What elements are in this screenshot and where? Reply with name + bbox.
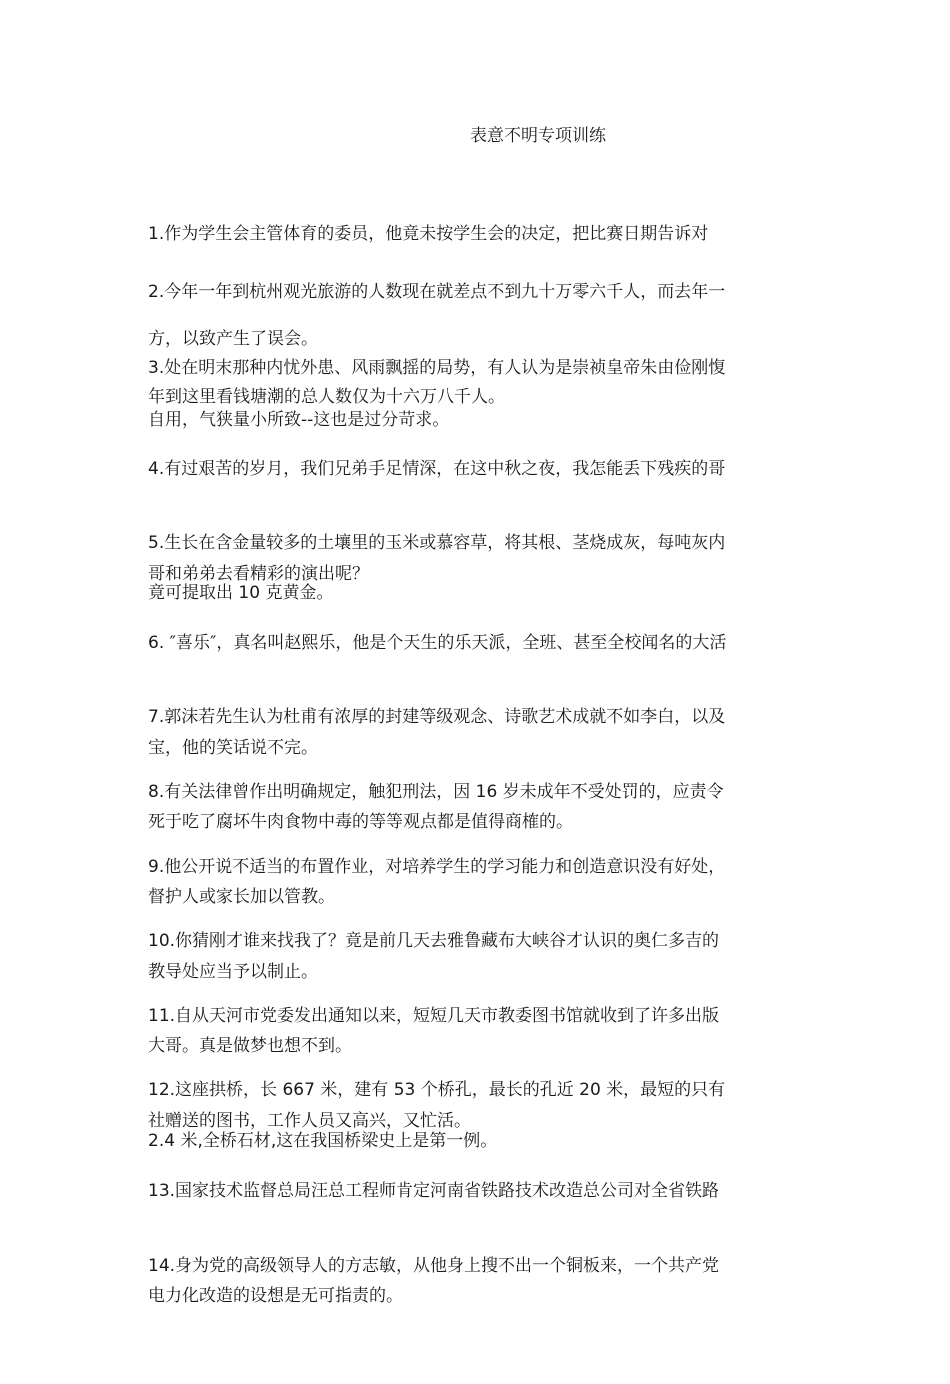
question-12-line-1: 12.这座拱桥，长 667 米，建有 53 个桥孔，最长的孔近 20 米，最短的只有 — [148, 1080, 726, 1100]
question-13-line-1: 13.国家技术监督总局汪总工程师肯定河南省铁路技术改造总公司对全省铁路 — [148, 1181, 720, 1201]
question-12-line-2: 2.4 米,全桥石材,这在我国桥梁史上是第一例。 — [148, 1131, 498, 1151]
question-3-line-2: 自用，气狭量小所致--这也是过分苛求。 — [148, 410, 450, 430]
question-1-line-1: 1.作为学生会主管体育的委员，他竟未按学生会的决定，把比赛日期告诉对 — [148, 224, 709, 244]
question-7-line-2: 死于吃了腐坏牛肉食物中毒的等等观点都是值得商榷的。 — [148, 812, 573, 832]
question-8-line-2: 督护人或家长加以管教。 — [148, 887, 335, 907]
question-9-line-1: 9.他公开说不适当的布置作业，对培养学生的学习能力和创造意识没有好处， — [148, 857, 726, 877]
question-4-line-1: 4.有过艰苦的岁月，我们兄弟手足情深，在这中秋之夜，我怎能丢下残疾的哥 — [148, 459, 726, 479]
question-2-line-2: 年到这里看钱塘潮的总人数仅为十六万八千人。 — [148, 387, 505, 407]
question-10-line-2: 大哥。真是做梦也想不到。 — [148, 1036, 352, 1056]
question-5-line-1: 5.生长在含金量较多的土壤里的玉米或慕容草，将其根、茎烧成灰，每吨灰内 — [148, 533, 726, 553]
question-11-line-1: 11.自从天河市党委发出通知以来，短短几天市教委图书馆就收到了许多出版 — [148, 1006, 720, 1026]
question-2-line-1: 2.今年一年到杭州观光旅游的人数现在就差点不到九十万零六千人，而去年一 — [148, 282, 726, 302]
document-title: 表意不明专项训练 — [470, 126, 606, 146]
question-13-line-2: 电力化改造的设想是无可指责的。 — [148, 1286, 403, 1306]
question-6-line-1: 6. ″喜乐″，真名叫赵熙乐，他是个天生的乐天派，全班、甚至全校闻名的大活 — [148, 633, 727, 653]
question-14 — [148, 1179, 804, 1354]
question-11-line-2: 社赠送的图书，工作人员又高兴，又忙活。 — [148, 1111, 471, 1131]
question-8-line-1: 8.有关法律曾作出明确规定，触犯刑法，因 16 岁未成年不受处罚的，应责令 — [148, 782, 724, 802]
question-6-line-2: 宝，他的笑话说不完。 — [148, 738, 318, 758]
question-1-line-2: 方，以致产生了误会。 — [148, 329, 318, 349]
question-5-line-2: 竟可提取出 10 克黄金。 — [148, 583, 334, 603]
question-3-line-1: 3.处在明末那种内忧外患、风雨飘摇的局势，有人认为是崇祯皇帝朱由俭刚愎 — [148, 358, 726, 378]
question-14-line-1: 14.身为党的高级领导人的方志敏，从他身上搜不出一个铜板来，一个共产党 — [148, 1256, 720, 1276]
question-10-line-1: 10.你猜刚才谁来找我了？竟是前几天去雅鲁藏布大峡谷才认识的奥仁多吉的 — [148, 931, 720, 951]
question-9-line-2: 教导处应当予以制止。 — [148, 962, 318, 982]
question-4-line-2: 哥和弟弟去看精彩的演出呢？ — [148, 564, 369, 584]
question-7-line-1: 7.郭沫若先生认为杜甫有浓厚的封建等级观念、诗歌艺术成就不如李白，以及 — [148, 707, 726, 727]
